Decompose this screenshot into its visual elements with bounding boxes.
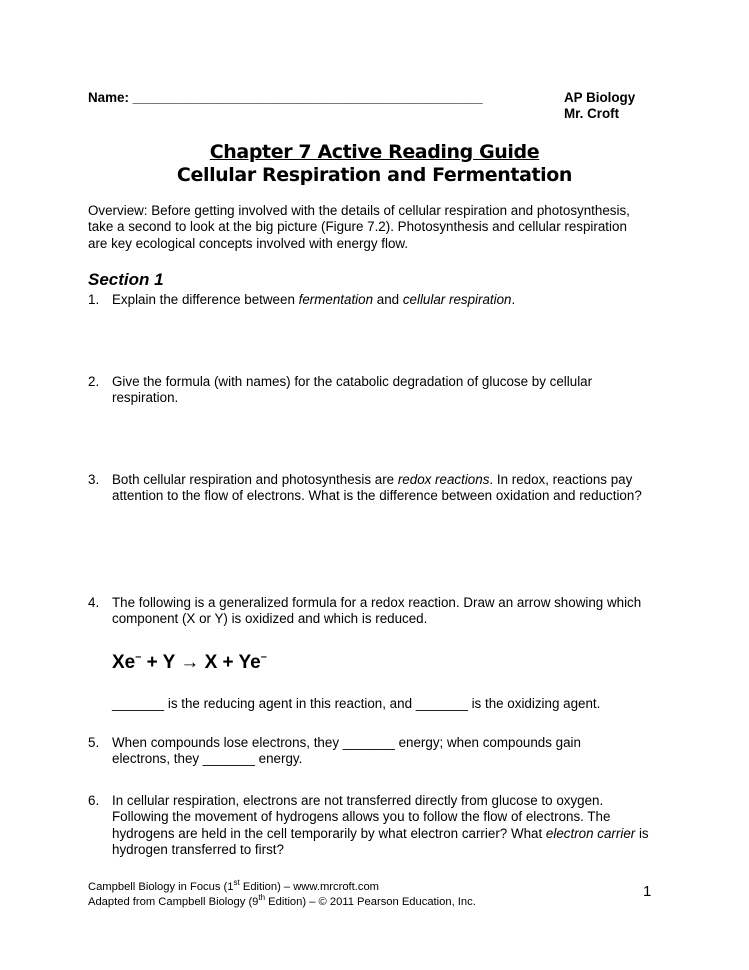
redox-formula: Xe– + Y → X + Ye– <box>112 651 267 673</box>
question-4: 4. The following is a generalized formula for a redox reaction. Draw an arrow showing which component (X or Y) is oxidized and which is reduced. <box>88 595 642 627</box>
page-number: 1 <box>643 883 652 900</box>
teacher-label: Mr. Croft <box>564 106 620 122</box>
name-blank[interactable]: _______________________________________________ <box>132 90 483 105</box>
question-5: 5. When compounds lose electrons, they _______ energy; when compounds gain electrons, they _______ energy. <box>88 735 581 767</box>
question-3: 3. Both cellular respiration and photosynthesis are redox reactions. In redox, reactions pay attention to the flow of electrons. What is the difference between oxidation and reduction? <box>88 472 642 504</box>
question-6: 6. In cellular respiration, electrons are not transferred directly from glucose to oxygen. Following the movement of hydrogens allows you to follow the flow of electrons. The hydrogens are held in the cell temporarily by what electron carrier? What electron carrier is hydrogen transferred to first? <box>88 793 649 857</box>
course-info <box>564 90 635 123</box>
page-subtitle: Cellular Respiration and Fermentation <box>176 164 573 186</box>
agent-sentence: _______ is the reducing agent in this reaction, and _______ is the oxidizing agent. <box>112 696 601 711</box>
section-heading: Section 1 <box>88 270 164 289</box>
question-1: 1. Explain the difference between fermentation and cellular respiration. <box>88 292 516 307</box>
course-label: AP Biology <box>564 90 636 105</box>
name-field[interactable] <box>88 90 483 106</box>
page-title: Chapter 7 Active Reading Guide <box>209 141 540 163</box>
footer-citation: Campbell Biology in Focus (1st Edition) – www.mrcroft.com Adapted from Campbell Biology (9th Edition) – © 2011 Pearson Education, Inc. <box>88 878 476 908</box>
name-label: Name: <box>88 90 129 105</box>
overview-paragraph: Overview: Before getting involved with the details of cellular respiration and photosynthesis, take a second to look at the big picture (Figure 7.2). Photosynthesis and cellular respiration are key ecological concepts involved with energy flow. <box>88 203 630 251</box>
question-2: 2. Give the formula (with names) for the catabolic degradation of glucose by cellular respiration. <box>88 374 593 406</box>
